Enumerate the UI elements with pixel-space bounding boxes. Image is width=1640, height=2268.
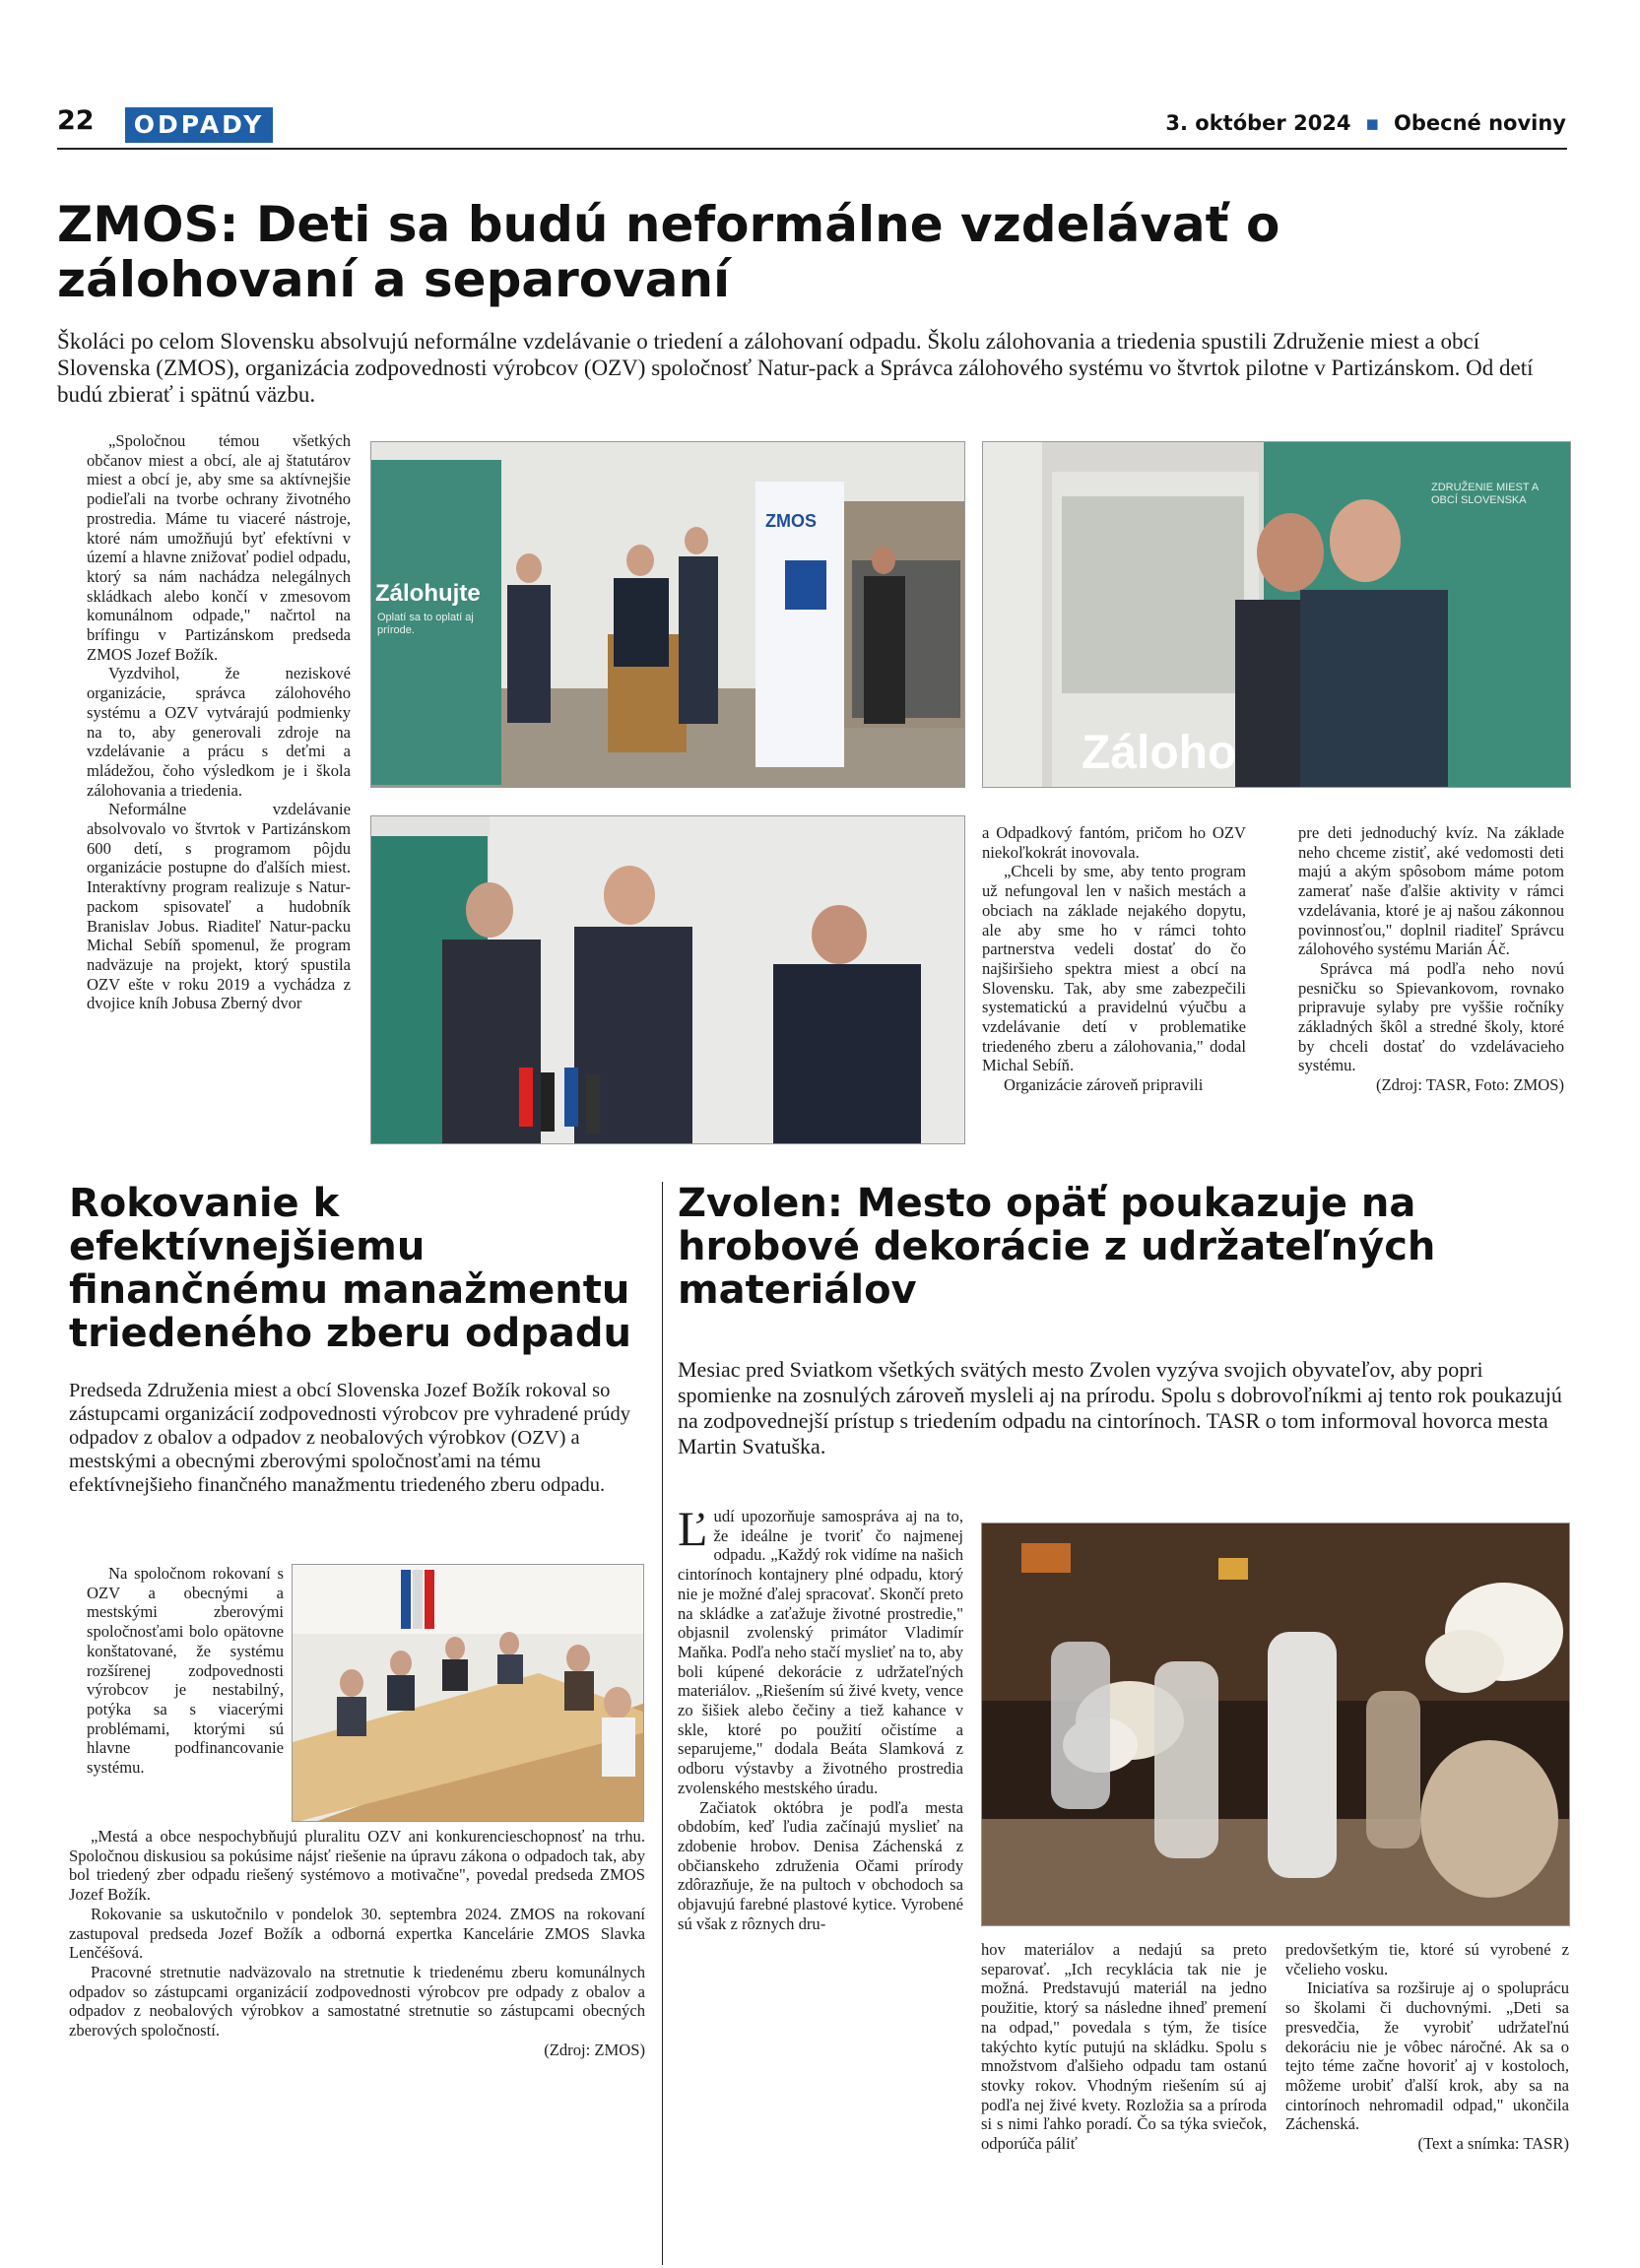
- article2-lead: Predseda Združenia miest a obcí Slovenska Jozef Božík rokoval so zástupcami organizácií zodpovednosti výrobcov pre vyhradené prúdy odpadov z obalov a odpadov z neobalových výrobkov (OZV) a mestskými a obecnými zberovými spoločnosťami na tému efektívnejšieho finančného manažmentu triedeného zberu odpadu.: [69, 1380, 631, 1496]
- paragraph: [678, 1501, 963, 1798]
- meeting-image: [293, 1565, 644, 1822]
- paragraph-text: udí upozorňuje samospráva aj na to, že ideálne je tvoriť čo najmenej odpadu. „Každý rok vidíme na našich cintorínoch kontajnery plné odpadu, ktorý nie je možné ďalej spracovať. Skončí preto na skládke a zaťažuje životné prostredie," objasnil zvolenský primátor Vladimír Maňka. Podľa neho stačí myslieť na to, aby boli kúpené dekorácie z udržateľných materiálov. „Riešením sú živé kvety, vence zo šišiek alebo čečiny a tiež kahance v skle, ktoré po použití očistíme a separujeme," dodala Beáta Slamková z odboru výstavby a životného prostredia zvolenského mestského úradu.: [678, 1507, 963, 1797]
- article3-lead: Mesiac pred Sviatkom všetkých svätých mesto Zvolen vyzýva svojich obyvateľov, aby popri spomienke na zosnulých zároveň mysleli aj na prírodu. Spolu s dobrovoľníkmi aj tento rok poukazujú na zodpovednejší prístup s triedením odpadu na cintorínoch. TASR o tom informoval hovorca mesta Martin Svatuška.: [678, 1357, 1562, 1458]
- banner-zalohujte: Zálohujte: [375, 580, 481, 607]
- section-label: ODPADY: [125, 107, 273, 143]
- candles-image: [982, 1523, 1570, 1926]
- paragraph: hov materiálov a nedajú sa preto separovať. „Ich recyklácia tak nie je možná. Predstavujú materiál na jedno použitie, ktorý sa následne ihneď premení na odpad," povedala s tým, že tisíce takýchto kytíc putujú na skládku. Spolu s množstvom ďalšieho odpadu tam ostanú stovky rokov. Vhodným riešením sú aj podľa nej živé kvety. Rozložia sa a príroda si s nimi ľahko poradí. Čo sa týka sviečok, odporúča páliť: [981, 1940, 1267, 2154]
- banner-zaloho: Záloho: [1082, 727, 1237, 779]
- photo-press-conference: [370, 441, 965, 788]
- column-divider: [662, 1182, 663, 2265]
- article1-credit: (Zdroj: TASR, Foto: ZMOS): [1375, 1075, 1564, 1095]
- paragraph: Pracovné stretnutie nadväzovalo na stretnutie k triedenému zberu komunálnych odpadov so zástupcami organizácií zodpovednosti výrobcov pre odpady z obalov a odpadov z neobalových výrobkov a samostatné stretnutie so zástupcami obecných zberových spoločností.: [69, 1962, 645, 2041]
- paragraph: „Mestá a obce nespochybňujú pluralitu OZV ani konkurencieschopnosť na trhu. Spoločnou diskusiou sa pokúsime nájsť riešenie na úpravu zákona o odpadoch tak, aby bol triedený zber odpadu riešený systémovo a motivačne", povedal predseda ZMOS Jozef Božík.: [69, 1827, 645, 1905]
- paragraph: Na spoločnom rokovaní s OZV a obecnými a mestskými zberovými spoločnosťami bolo opätovne konštatované, že systému rozšírenej zodpovednosti výrobcov je nestabilný, potýka sa s viacerými problémami, ktorými sú hlavne podfinancovanie systému.: [87, 1564, 284, 1778]
- article1-col1: [87, 431, 351, 1013]
- article2-col-wide: [69, 1827, 645, 2059]
- article2-col-narrow: [87, 1564, 284, 1778]
- three-men-image: [371, 816, 965, 1144]
- paragraph: Správca má podľa neho novú pesničku so Spievankovom, rovnako pripravuje sylaby pre vyššie ročníky základných škôl a stredné školy, ktoré by chceli dostať do vzdelávacieho systému.: [1298, 958, 1564, 1075]
- paragraph: a Odpadkový fantóm, pričom ho OZV niekoľkokrát inovovala.: [982, 823, 1246, 862]
- paragraph: Začiatok októbra je podľa mesta obdobím, keď ľudia začínajú myslieť na zdobenie hrobov. Denisa Záchenská z občianskeho združenia Očami prírody zdôrazňuje, že na pultoch v obchodoch sa objavujú farebné plastové kytice. Vyrobené sú však z rôznych dru-: [678, 1797, 963, 1933]
- page-number: 22: [57, 105, 95, 136]
- photo-candles: [981, 1523, 1570, 1926]
- article1-title: ZMOS: Deti sa budú neformálne vzdelávať o zálohovaní a separovaní: [57, 196, 1280, 308]
- article2-credit: (Zdroj: ZMOS): [544, 2040, 645, 2059]
- banner-zmos: ZMOS: [765, 511, 817, 531]
- banner-zalohujte-sub: Oplatí sa to oplatí aj prírode.: [377, 612, 474, 636]
- separator-dot: ▪: [1357, 111, 1387, 135]
- org-logo-text: ZDRUŽENIE MIEST A OBCÍ SLOVENSKA: [1431, 482, 1539, 506]
- paragraph: predovšetkým tie, ktoré sú vyrobené z včelieho vosku.: [1285, 1940, 1569, 1978]
- photo-three-men: [370, 815, 965, 1144]
- article3-col3: [1285, 1940, 1569, 2154]
- header-rule: [57, 148, 1567, 150]
- article1-col2: [982, 823, 1246, 1095]
- article3-col1: [678, 1501, 963, 1933]
- paragraph: Organizácie zároveň pripravili: [1004, 1075, 1204, 1095]
- date-text: 3. október 2024: [1165, 111, 1351, 135]
- paragraph: Rokovanie sa uskutočnilo v pondelok 30. septembra 2024. ZMOS na rokovaní zastupoval predseda Jozef Božík a odborná expertka Kancelárie ZMOS Slavka Lenčéšová.: [69, 1904, 645, 1963]
- article3-credit: (Text a snímka: TASR): [1417, 2134, 1569, 2154]
- article3-col2: [981, 1940, 1267, 2154]
- paragraph: „Spoločnou témou všetkých občanov miest a obcí, ale aj štatutárov miest a obcí je, aby sme sa aktívnejšie podieľali na tvorbe ochrany životného prostredia. Máme tu viaceré nástroje, ktoré nám umožňujú byť efektívni v území a hlavne znižovať podiel odpadu, ktorý sa nám nachádza nelegálnych skládkach alebo končí v zmesovom komunálnom odpade," načrtol na brífingu v Partizánskom predseda ZMOS Jozef Božík.: [87, 431, 351, 664]
- article2-title: Rokovanie k efektívnejšiemu finančnému manažmentu triedeného zberu odpadu: [69, 1181, 631, 1356]
- paragraph: pre deti jednoduchý kvíz. Na základe neho chceme zistiť, aké vedomosti deti majú a akým spôsobom máme potom zamerať naše ďalšie aktivity v rámci vzdelávania, ktoré je aj našou zákonnou povinnosťou," doplnil riaditeľ Správcu zálohového systému Marián Áč.: [1298, 823, 1564, 959]
- publication-name: Obecné noviny: [1394, 111, 1566, 135]
- paragraph: „Chceli by sme, aby tento program už nefungoval len v našich mestách a obciach na základe nejakého dopytu, ale aby sme ho v rámci tohto partnerstva vedeli dostať do čo najširšieho spektra miest a obcí na Slovensku. Tak, aby sme zabezpečili systematickú a pravidelnú výučbu a vzdelávanie detí v problematike triedeného zberu a zálohovania," dodal Michal Sebíň.: [982, 862, 1246, 1075]
- paragraph: Iniciatíva sa rozširuje aj o spoluprácu so školami či duchovnými. „Deti sa presvedčia, že vyrobiť udržateľnú dekoráciu nie je vôbec náročné. Ak sa o tejto téme začne hovoriť aj v kostoloch, môžeme urobiť ďalší krok, aby sa na cintorínoch nehromadil odpad," ukončila Záchenská.: [1285, 1978, 1569, 2134]
- article1-col3: [1298, 823, 1564, 1095]
- photo-meeting: [292, 1564, 644, 1822]
- paragraph: Neformálne vzdelávanie absolvovalo vo štvrtok v Partizánskom 600 detí, s programom pôjdu organizácie postupne do ďalších miest. Interaktívny program realizuje s Natur-packom spisovateľ a hudobník Branislav Jobus. Riaditeľ Natur-packu Michal Sebíň spomenul, že program nadväzuje na projekt, ktorý spustila OZV ešte v roku 2019 a vychádza z dvojice kníh Jobusa Zberný dvor: [87, 800, 351, 1013]
- article3-title: Zvolen: Mesto opäť poukazuje na hrobové dekorácie z udržateľných materiálov: [678, 1181, 1436, 1313]
- dropcap-letter: Ľ: [678, 1501, 708, 1556]
- photo-two-men: [982, 441, 1571, 788]
- article1-lead: Školáci po celom Slovensku absolvujú neformálne vzdelávanie o triedení a zálohovaní odpadu. Školu zálohovania a triedenia spustili Združenie miest a obcí Slovenska (ZMOS), organizácia zodpovednosti výrobcov (OZV) spoločnosť Natur-pack a Správca zálohového systému vo štvrtok pilotne v Partizánskom. Od detí budú zbierať i spätnú väzbu.: [57, 329, 1534, 407]
- issue-date: [1103, 110, 1566, 136]
- paragraph: Vyzdvihol, že neziskové organizácie, správca zálohového systému a OZV vytvárajú podmienky na to, aby generovali zdroje na vzdelávanie a prácu s deťmi a mládežou, čoho výsledkom je i škola zálohovania a triedenia.: [87, 664, 351, 800]
